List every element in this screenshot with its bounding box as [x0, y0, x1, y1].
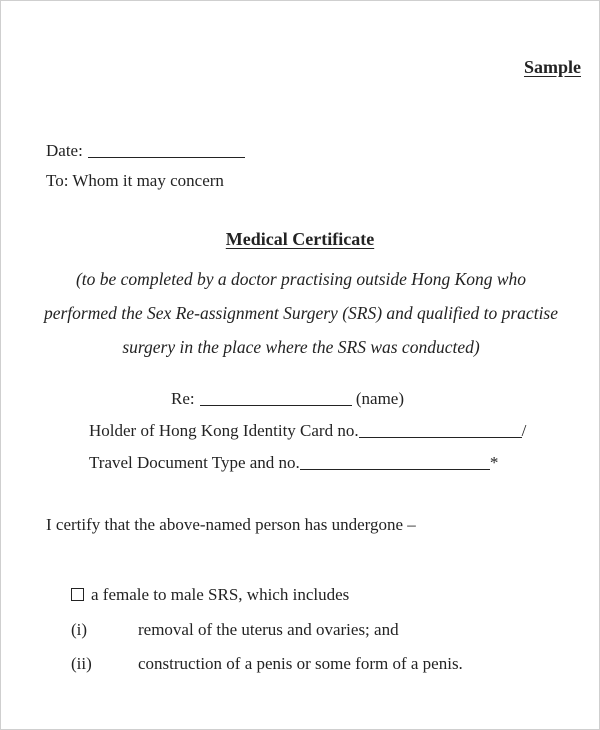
date-label: Date:: [46, 141, 83, 160]
date-line: [46, 141, 245, 161]
to-whom-line: To: Whom it may concern: [46, 171, 224, 190]
travel-document-line: [89, 453, 498, 473]
list-item-marker: (ii): [71, 654, 92, 673]
identity-card-label: Holder of Hong Kong Identity Card no.: [89, 421, 359, 440]
checkbox-icon: [71, 588, 84, 601]
list-item-text: construction of a penis or some form of a penis.: [138, 654, 463, 673]
document-subtitle: (to be completed by a doctor practising outside Hong Kong who performed the Sex Re-assignment Surgery (SRS) and qualified to practise surgery in the place where the SRS was conducted): [43, 269, 559, 357]
certify-statement: I certify that the above-named person has undergone –: [46, 515, 416, 534]
list-item-marker: (i): [71, 620, 88, 639]
re-suffix: (name): [355, 389, 404, 408]
travel-document-label: Travel Document Type and no.: [89, 453, 300, 472]
identity-card-blank-field: [359, 423, 522, 438]
document-title: Medical Certificate: [225, 229, 375, 249]
list-item-text: removal of the uterus and ovaries; and: [138, 620, 399, 639]
list-item: [71, 620, 399, 640]
identity-card-suffix: /: [521, 421, 527, 440]
name-blank-field: [200, 391, 352, 406]
travel-document-suffix: *: [489, 453, 499, 472]
female-to-male-srs-option: [71, 585, 349, 605]
sample-watermark: Sample: [523, 57, 581, 77]
re-name-line: [171, 389, 404, 409]
checkbox-option-label: a female to male SRS, which includes: [91, 585, 350, 604]
list-item: [71, 654, 463, 674]
re-label: Re:: [171, 389, 195, 408]
date-blank-field: [88, 143, 245, 158]
identity-card-line: [89, 421, 526, 441]
travel-document-blank-field: [300, 455, 490, 470]
